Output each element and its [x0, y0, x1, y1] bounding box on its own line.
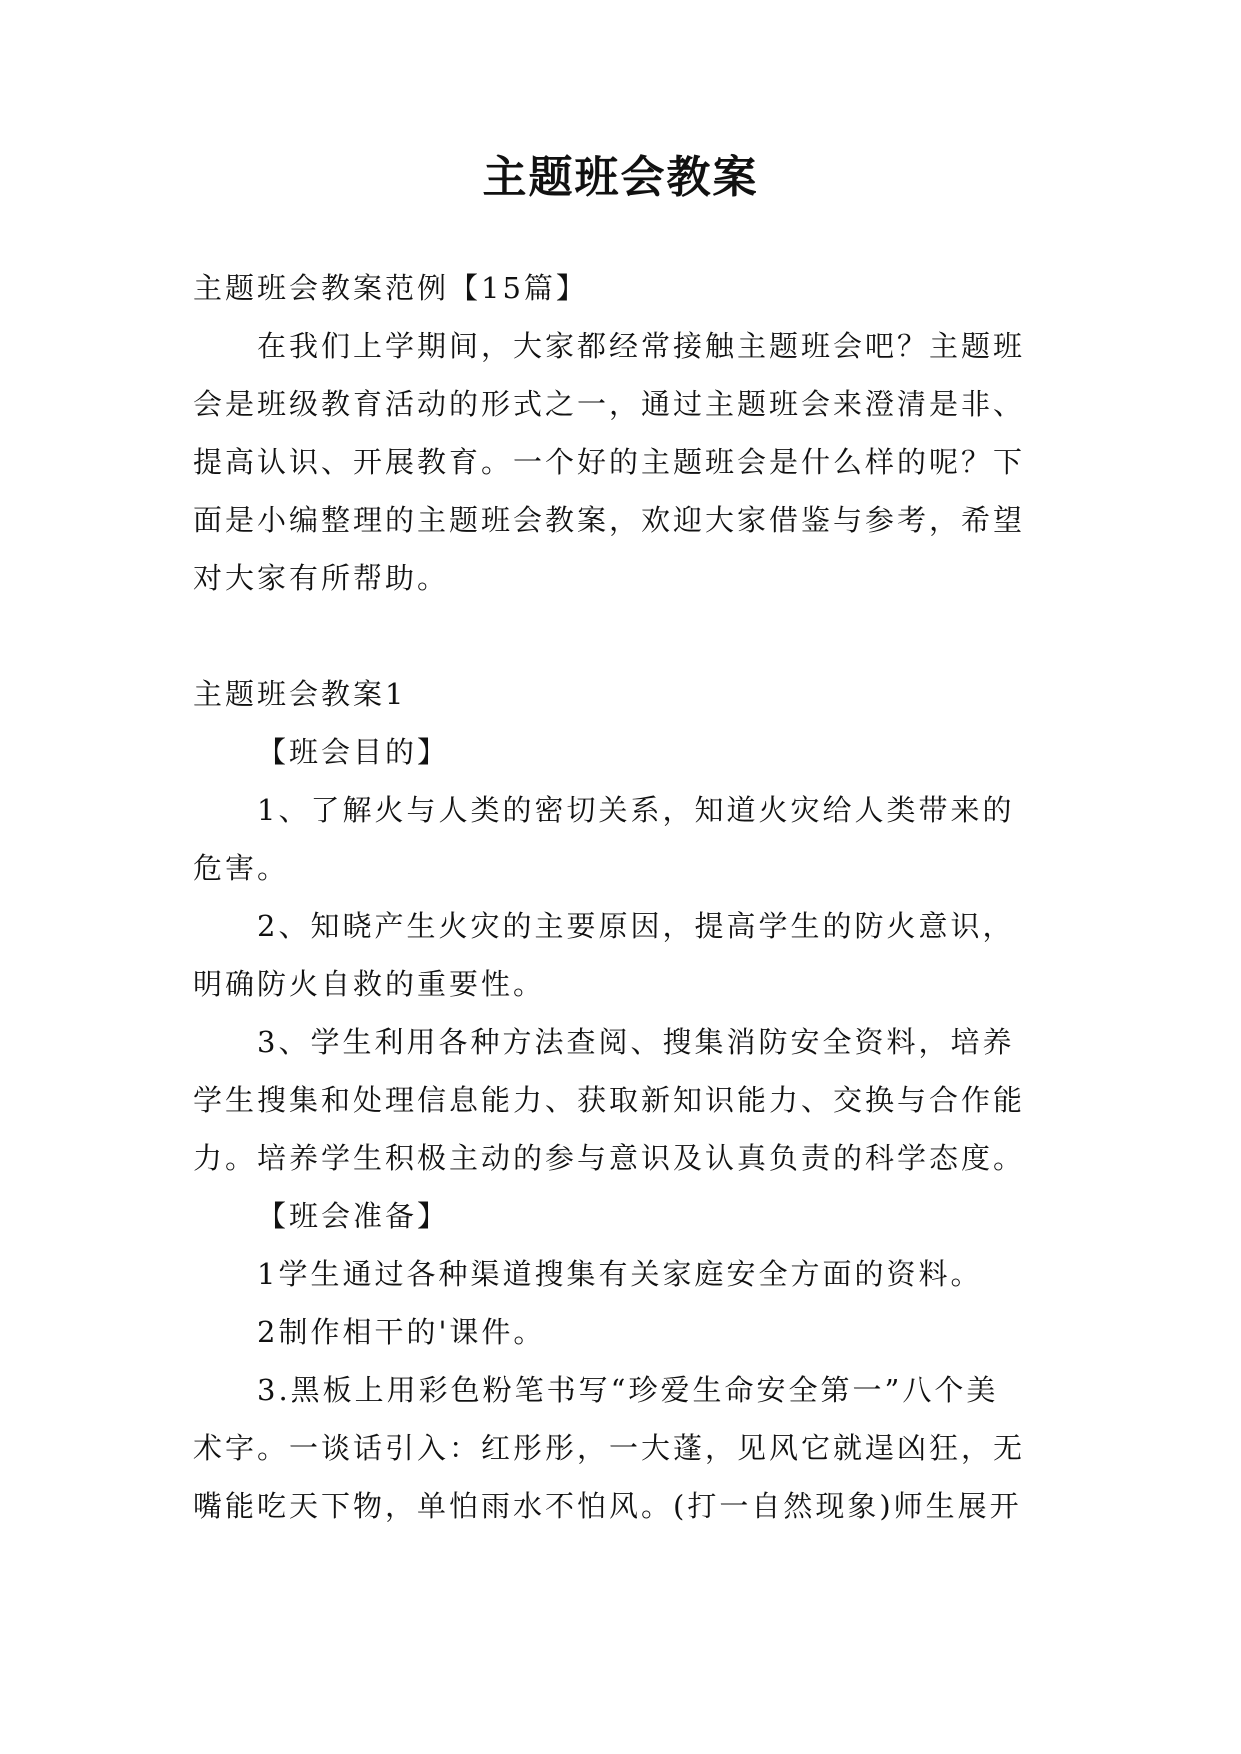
document-body — [193, 259, 1068, 1535]
purpose-item-3-line: 3、学生利用各种方法查阅、搜集消防安全资料，培养 — [257, 1025, 1015, 1059]
purpose-item-1-line: 1、了解火与人类的密切关系，知道火灾给人类带来的 — [257, 793, 1015, 827]
intro-line: 面是小编整理的主题班会教案，欢迎大家借鉴与参考，希望 — [193, 503, 1026, 537]
purpose-item-2-line: 2、知晓产生火灾的主要原因，提高学生的防火意识， — [257, 909, 1015, 943]
intro-line: 对大家有所帮助。 — [193, 561, 450, 595]
prep-item-3-line: 嘴能吃天下物，单怕雨水不怕风。(打一自然现象)师生展开 — [193, 1489, 1022, 1523]
purpose-item-3-line: 力。培养学生积极主动的参与意识及认真负责的科学态度。 — [193, 1141, 1026, 1175]
subtitle: 主题班会教案范例【15篇】 — [193, 271, 588, 305]
purpose-item-3-line: 学生搜集和处理信息能力、获取新知识能力、交换与合作能 — [193, 1083, 1026, 1117]
prep-heading: 【班会准备】 — [257, 1199, 450, 1233]
intro-line: 会是班级教育活动的形式之一，通过主题班会来澄清是非、 — [193, 387, 1026, 421]
document-title: 主题班会教案 — [482, 152, 759, 203]
purpose-item-2-line: 明确防火自救的重要性。 — [193, 967, 546, 1001]
purpose-heading: 【班会目的】 — [257, 735, 450, 769]
intro-line: 在我们上学期间，大家都经常接触主题班会吧？主题班 — [257, 329, 1026, 363]
purpose-item-1-line: 危害。 — [193, 851, 290, 885]
intro-line: 提高认识、开展教育。一个好的主题班会是什么样的呢？下 — [193, 445, 1026, 479]
prep-item-2: 2制作相干的'课件。 — [257, 1315, 546, 1349]
prep-item-3-line: 3.黑板上用彩色粉笔书写“珍爱生命安全第一”八个美 — [257, 1373, 999, 1407]
section-heading: 主题班会教案1 — [193, 677, 407, 711]
prep-item-1: 1学生通过各种渠道搜集有关家庭安全方面的资料。 — [257, 1257, 983, 1291]
paragraph-gap — [193, 607, 1068, 665]
prep-item-3-line: 术字。一谈话引入：红彤彤，一大蓬，见风它就逞凶狂，无 — [193, 1431, 1026, 1465]
